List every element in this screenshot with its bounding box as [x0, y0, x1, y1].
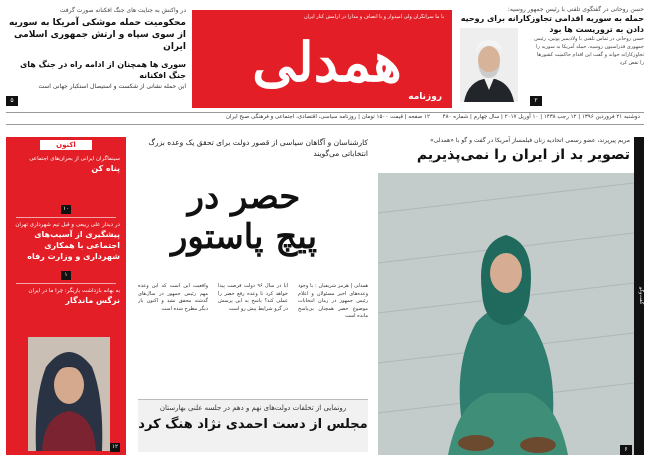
- feature-page-badge: ۶: [620, 445, 632, 455]
- top-left-headline-2[interactable]: سوری ها همچنان از ادامه راه در جنگ های جنگ افکنانه: [19, 60, 186, 80]
- left-item-2-headline: پیشگیری از آسیب‌های اجتماعی با همکاری شهرداری و وزارت رفاه: [27, 230, 120, 261]
- left-item-3-kicker: به بهانه بازداشت بازیگر: چرا ما در ایران: [28, 288, 120, 294]
- actress-photo: [28, 337, 110, 451]
- main-headline-line-2: پیچ پاستور: [170, 217, 318, 257]
- left-news-column: [6, 137, 126, 455]
- masthead-logo[interactable]: [192, 10, 452, 108]
- top-left-story: [6, 6, 186, 106]
- filmmaker-photo: [378, 173, 634, 455]
- main-story: [138, 137, 368, 455]
- parliament-kicker: رونمایی از تخلفات دولت‌های نهم و دهم در جلسه علنی بهارستان: [159, 404, 347, 412]
- left-divider-2: [16, 283, 116, 284]
- top-left-page-badge: ۵: [6, 96, 18, 106]
- masthead-logo-text: همدلی: [252, 30, 402, 94]
- feature-side-label: گفت‌وگو: [634, 137, 644, 455]
- left-item-3-headline: نرگس ماندگار: [65, 296, 120, 305]
- main-headline-line-1: حصر در: [187, 177, 301, 217]
- top-right-body: حسن روحانی در تماس تلفنی با ولادیمیر پوتین، رئیس جمهوری فدراسیون روسیه، حمله آمریکا به سوریه را تجاوزکارانه خواند و گفت این اقدام حاکمیت کشورها را نقض کرد: [534, 36, 644, 66]
- issue-date: دوشنبه ۲۱ فروردین ۱۳۹۶ | ۱۲ رجب ۱۴۳۸ | ۱۰ آوریل ۲۰۱۷ | سال چهارم | شماره ۴۸۰: [442, 114, 640, 120]
- main-story-kicker: کارشناسان و آگاهان سیاسی از قصور دولت برای تحقق یک وعده بزرگ انتخاباتی می‌گویند: [148, 138, 368, 158]
- masthead-slogan: با ما سرانگران ولی امیدوار و با انصاف و مدارا در آرامش کنار ایران: [304, 14, 444, 20]
- left-item-1-badge: ۱۰: [61, 205, 71, 214]
- parliament-story-box[interactable]: [138, 399, 368, 452]
- issue-price: ۱۲ صفحه | قیمت ۱۵۰۰ تومان | روزنامه سیاسی، اقتصادی، اجتماعی و فرهنگی صبح ایران: [226, 114, 430, 120]
- parliament-headline: مجلس از دست احمدی نژاد هنگ کرد: [138, 417, 368, 432]
- left-item-3[interactable]: [12, 287, 120, 306]
- left-item-2-kicker: در دیدار علی ربیعی و قبل تیم شهرداری تهران: [15, 222, 120, 228]
- left-item-1[interactable]: [12, 155, 120, 174]
- top-left-headline[interactable]: محکومیت حمله موشکی آمریکا به سوریه از سوی سپاه و ارتش جمهوری اسلامی ایران: [8, 18, 186, 52]
- rouhani-portrait: [460, 28, 518, 102]
- left-item-3-badge: ۱۲: [110, 443, 120, 452]
- top-right-headline[interactable]: حمله به سوریه اقدامی تجاوزکارانه برای روحیه دادن به تروریست ها بود: [460, 14, 644, 34]
- top-left-kicker: در واکنش به جنایت های جنگ افکنانه صورت گرفت: [59, 7, 186, 14]
- main-story-col-1: همدلی | هرمز شریفیان : با وجود وعده‌های اخیر مسئولان و اعلام رئیس جمهور در زمان انتخابات موضوع حصر همچنان بی‌پاسخ مانده است: [298, 283, 368, 319]
- main-story-body: [138, 283, 368, 395]
- feature-headline[interactable]: تصویر بد از ایران را نمی‌پذیریم: [416, 147, 630, 163]
- top-left-sub: این حمله نشانی از شکست و استیصال استکبار جهانی است: [38, 83, 186, 90]
- top-right-story: [458, 6, 644, 106]
- feature-kicker: مریم پیرپرند، عضو رسمی اتحادیه زنان فیلمساز آمریکا در گفت و گو با «همدلی»: [429, 137, 630, 144]
- main-story-col-3: واقعیت این است که این وعده مهم رئیس جمهور در سال‌های گذشته محقق نشد و اکنون بار دیگر مطرح شده است: [138, 283, 208, 312]
- now-label: اکنون: [40, 140, 92, 150]
- top-right-kicker: حسن روحانی در گفتگوی تلفنی با رئیس جمهور روسیه:: [507, 6, 644, 13]
- main-story-col-2: آیا در سال ۹۶ دولت فرصت پیدا خواهد کرد تا وعده رفع حصر را عملی کند؟ پاسخ به این پرسش در گرو شرایط پیش رو است: [218, 283, 288, 312]
- left-item-2-badge: ۱: [61, 271, 71, 280]
- left-item-1-headline: پناه کن: [91, 164, 120, 173]
- masthead-logo-sub: روزنامه: [408, 92, 442, 102]
- main-headline[interactable]: [134, 177, 354, 257]
- left-item-2[interactable]: [12, 221, 120, 262]
- top-right-page-badge: ۲: [530, 96, 542, 106]
- left-divider-1: [16, 217, 116, 218]
- feature-story: [378, 137, 644, 455]
- issue-info-strip: [6, 112, 644, 125]
- left-item-1-kicker: سینماگران ایرانی از بحران‌های اجتماعی: [29, 156, 120, 162]
